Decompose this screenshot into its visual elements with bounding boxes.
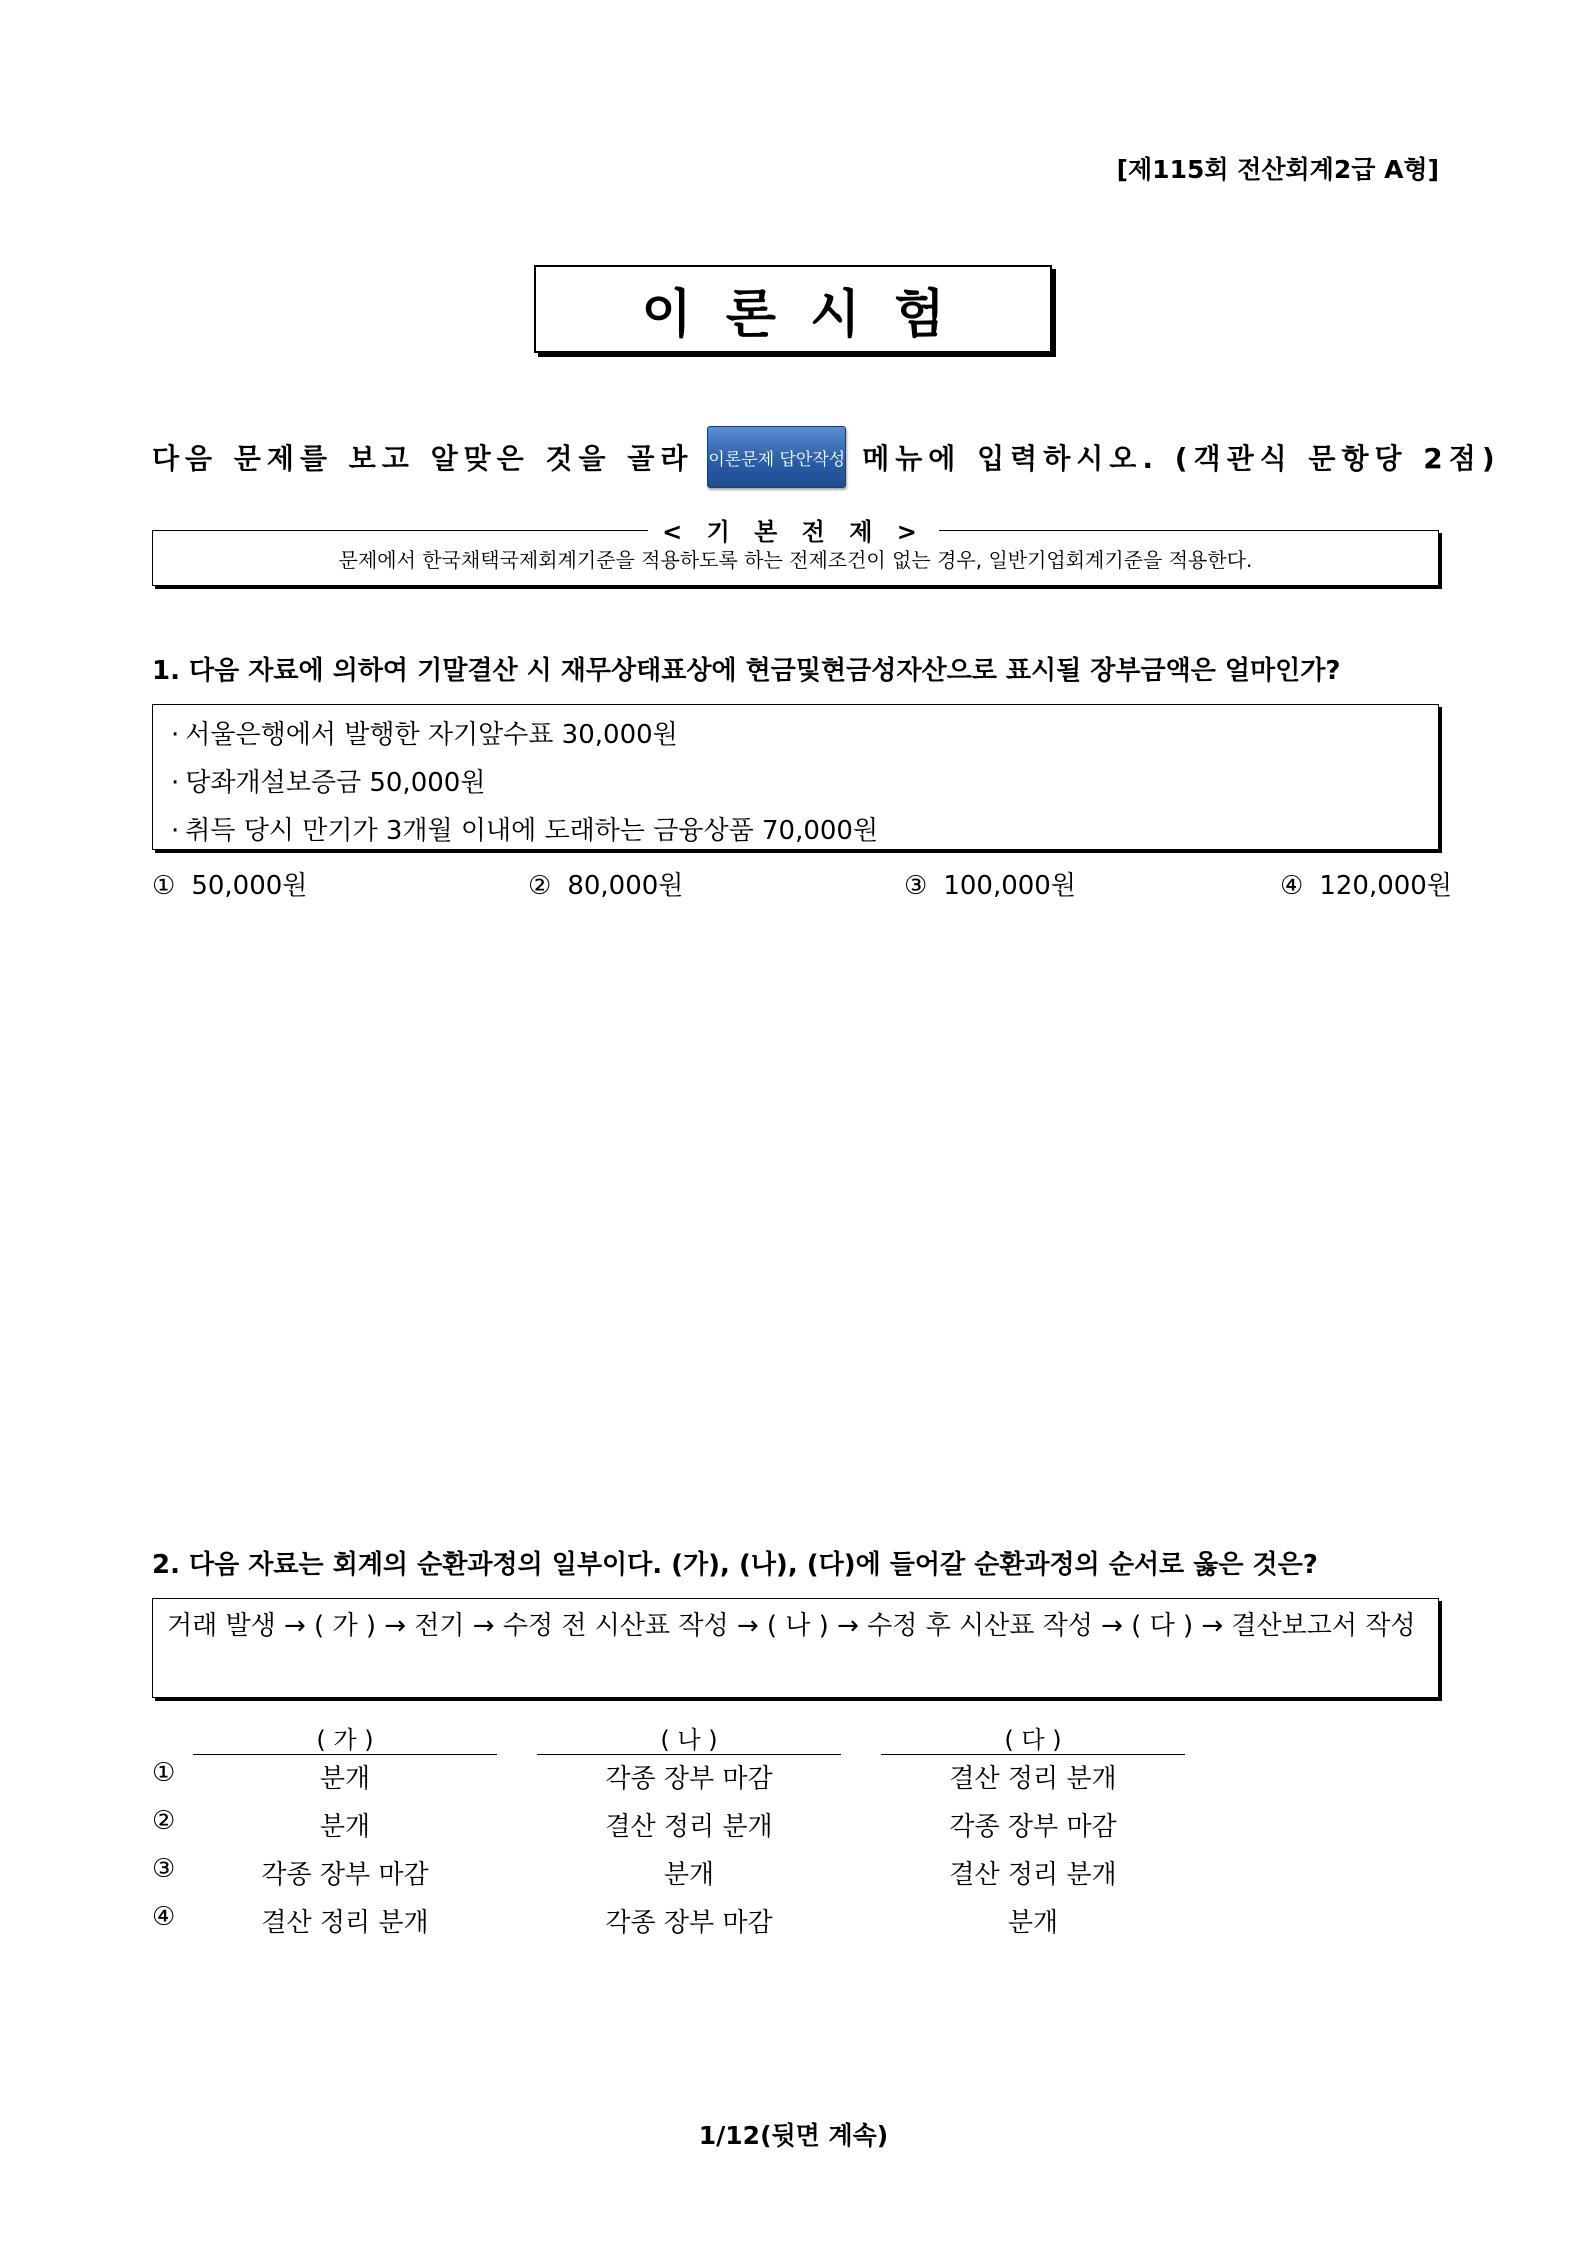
choice-row-2[interactable] <box>152 1806 1439 1854</box>
table-cell: 결산 정리 분개 <box>949 1764 1117 1794</box>
table-cell: 결산 정리 분개 <box>605 1812 773 1842</box>
question-1-title: 1. 다음 자료에 의하여 기말결산 시 재무상태표상에 현금및현금성자산으로 표시될 장부금액은 얼마인가? <box>152 656 1341 686</box>
table-cell: 각종 장부 마감 <box>605 1764 773 1794</box>
accounting-cycle-text: 거래 발생 → ( 가 ) → 전기 → 수정 전 시산표 작성 → ( 나 ) → 수정 후 시산표 작성 → ( 다 ) → 결산보고서 작성 <box>167 1611 1416 1641</box>
choice-number: ② <box>152 1806 176 1836</box>
list-item: · 당좌개설보증금 50,000원 <box>171 759 1420 807</box>
table-cell: 분개 <box>319 1812 371 1842</box>
choice-text: 80,000원 <box>567 871 684 901</box>
instruction-after: 메뉴에 입력하시오. (객관식 문항당 2점) <box>862 442 1501 475</box>
question-2-title: 2. 다음 자료는 회계의 순환과정의 일부이다. (가), (나), (다)에 들어갈 순환과정의 순서로 옳은 것은? <box>152 1550 1318 1580</box>
table-cell: 각종 장부 마감 <box>605 1908 773 1938</box>
choice-2[interactable] <box>528 865 683 902</box>
list-item: · 서울은행에서 발행한 자기앞수표 30,000원 <box>171 711 1420 759</box>
instruction-line <box>152 426 1501 488</box>
choice-row-1[interactable] <box>152 1758 1439 1806</box>
page-number: 1/12(뒷면 계속) <box>698 2121 889 2150</box>
choice-number: ③ <box>152 1854 176 1884</box>
choice-text: 120,000원 <box>1319 871 1452 901</box>
column-header-ga: ( 가 ) <box>193 1720 497 1755</box>
table-cell: 분개 <box>1007 1908 1059 1938</box>
choice-row-3[interactable] <box>152 1854 1439 1902</box>
choice-4[interactable] <box>1280 865 1452 902</box>
table-cell: 각종 장부 마감 <box>261 1860 429 1890</box>
choice-number: ① <box>152 1758 176 1788</box>
choice-row-4[interactable] <box>152 1902 1439 1950</box>
page-title: 이론시험 <box>534 265 1052 353</box>
table-cell: 각종 장부 마감 <box>949 1812 1117 1842</box>
choice-number: ① <box>152 871 176 901</box>
table-cell: 분개 <box>663 1860 715 1890</box>
choice-number: ④ <box>1280 871 1304 901</box>
question-2-data-box <box>152 1598 1439 1698</box>
choice-text: 50,000원 <box>191 871 308 901</box>
list-item: · 취득 당시 만기가 3개월 이내에 도래하는 금융상품 70,000원 <box>171 807 1420 855</box>
column-header-da: ( 다 ) <box>881 1720 1185 1755</box>
choice-1[interactable] <box>152 865 307 902</box>
theory-answer-menu-button[interactable]: 이론문제 답안작성 <box>707 426 846 488</box>
premise-label: < 기 본 전 제 > <box>648 518 939 546</box>
premise-label-wrap <box>0 512 1587 547</box>
choice-number: ④ <box>152 1902 176 1932</box>
column-header-na: ( 나 ) <box>537 1720 841 1755</box>
table-cell: 결산 정리 분개 <box>261 1908 429 1938</box>
exam-tag: [제115회 전산회계2급 A형] <box>1116 155 1439 184</box>
table-cell: 결산 정리 분개 <box>949 1860 1117 1890</box>
choice-text: 100,000원 <box>943 871 1076 901</box>
choice-number: ③ <box>904 871 928 901</box>
question-1-data-box <box>152 704 1439 850</box>
instruction-before: 다음 문제를 보고 알맞은 것을 골라 <box>152 442 694 475</box>
table-cell: 분개 <box>319 1764 371 1794</box>
premise-text: 문제에서 한국채택국제회계기준을 적용하도록 하는 전제조건이 없는 경우, 일반기업회계기준을 적용한다. <box>338 547 1253 572</box>
choice-number: ② <box>528 871 552 901</box>
question-1-choices <box>152 865 1452 909</box>
choice-3[interactable] <box>904 865 1076 902</box>
